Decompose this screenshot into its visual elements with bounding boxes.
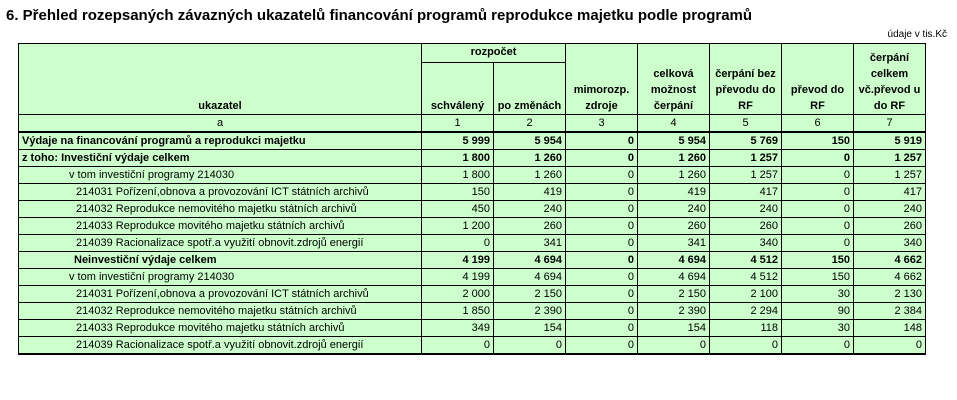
row-value-col1: 1 850: [422, 303, 494, 320]
row-value-col5: 260: [710, 218, 782, 235]
unit-note: údaje v tis.Kč: [887, 29, 947, 40]
row-value-col2: 341: [494, 235, 566, 252]
row-value-col4: 4 694: [638, 252, 710, 269]
header-prevod: převod do RF: [782, 44, 854, 115]
row-value-col2: 4 694: [494, 252, 566, 269]
row-value-col7: 1 257: [854, 150, 926, 167]
row-value-col5: 0: [710, 337, 782, 355]
row-label: 214032 Reprodukce nemovitého majetku státních archivů: [19, 201, 422, 218]
header-rozpocet: rozpočet: [422, 44, 566, 63]
row-value-col5: 5 769: [710, 132, 782, 150]
table-row: [19, 184, 926, 201]
row-value-col2: 260: [494, 218, 566, 235]
row-value-col1: 1 200: [422, 218, 494, 235]
row-value-col5: 2 294: [710, 303, 782, 320]
row-value-col7: 1 257: [854, 167, 926, 184]
row-value-col4: 1 260: [638, 167, 710, 184]
row-value-col6: 30: [782, 286, 854, 303]
row-value-col7: 2 384: [854, 303, 926, 320]
row-value-col2: 2 150: [494, 286, 566, 303]
row-value-col1: 0: [422, 235, 494, 252]
row-value-col6: 30: [782, 320, 854, 337]
row-value-col7: 2 130: [854, 286, 926, 303]
row-value-col2: 154: [494, 320, 566, 337]
colnum-cell: 4: [638, 115, 710, 133]
row-value-col5: 340: [710, 235, 782, 252]
data-table: [18, 43, 926, 355]
row-value-col7: 148: [854, 320, 926, 337]
row-label: Výdaje na financování programů a reprodukci majetku: [19, 132, 422, 150]
row-label: 214031 Pořízení,obnova a provozování ICT státních archivů: [19, 184, 422, 201]
table-row: [19, 201, 926, 218]
header-celkova: celková možnost čerpání: [638, 44, 710, 115]
row-value-col6: 0: [782, 150, 854, 167]
row-value-col1: 1 800: [422, 150, 494, 167]
row-value-col6: 0: [782, 167, 854, 184]
table-row: [19, 286, 926, 303]
row-value-col5: 2 100: [710, 286, 782, 303]
table-row: [19, 167, 926, 184]
row-value-col7: 5 919: [854, 132, 926, 150]
row-value-col2: 4 694: [494, 269, 566, 286]
row-value-col6: 0: [782, 218, 854, 235]
row-value-col2: 0: [494, 337, 566, 355]
table-row: [19, 132, 926, 150]
header-ukazatel: ukazatel: [19, 44, 422, 115]
row-value-col3: 0: [566, 320, 638, 337]
row-label: Neinvestiční výdaje celkem: [19, 252, 422, 269]
row-value-col4: 5 954: [638, 132, 710, 150]
row-value-col3: 0: [566, 201, 638, 218]
table-row: [19, 337, 926, 355]
row-value-col7: 0: [854, 337, 926, 355]
table-row: [19, 150, 926, 167]
row-value-col6: 0: [782, 235, 854, 252]
row-value-col3: 0: [566, 184, 638, 201]
row-value-col4: 0: [638, 337, 710, 355]
row-value-col6: 150: [782, 269, 854, 286]
row-value-col3: 0: [566, 132, 638, 150]
row-value-col3: 0: [566, 235, 638, 252]
row-value-col7: 4 662: [854, 269, 926, 286]
row-label: 214033 Reprodukce movitého majetku státních archivů: [19, 320, 422, 337]
row-value-col4: 260: [638, 218, 710, 235]
colnum-cell: 1: [422, 115, 494, 133]
row-value-col6: 0: [782, 201, 854, 218]
row-value-col5: 1 257: [710, 150, 782, 167]
row-value-col2: 419: [494, 184, 566, 201]
row-label: 214032 Reprodukce nemovitého majetku státních archivů: [19, 303, 422, 320]
row-value-col4: 1 260: [638, 150, 710, 167]
row-value-col2: 1 260: [494, 150, 566, 167]
row-value-col5: 118: [710, 320, 782, 337]
row-value-col6: 0: [782, 337, 854, 355]
row-value-col6: 150: [782, 132, 854, 150]
row-value-col2: 240: [494, 201, 566, 218]
row-value-col3: 0: [566, 303, 638, 320]
row-label: 214031 Pořízení,obnova a provozování ICT státních archivů: [19, 286, 422, 303]
row-value-col1: 0: [422, 337, 494, 355]
colnum-cell: 3: [566, 115, 638, 133]
header-cerpani-bez: čerpání bez převodu do RF: [710, 44, 782, 115]
row-value-col1: 5 999: [422, 132, 494, 150]
page-title: 6. Přehled rozepsaných závazných ukazatelů financování programů reprodukce majetku podle programů: [6, 7, 753, 24]
row-value-col2: 1 260: [494, 167, 566, 184]
row-value-col3: 0: [566, 150, 638, 167]
header-cerpani-celkem: čerpání celkem vč.převod u do RF: [854, 44, 926, 115]
row-value-col4: 2 390: [638, 303, 710, 320]
row-value-col7: 417: [854, 184, 926, 201]
row-label: 214039 Racionalizace spotř.a využití obnovit.zdrojů energií: [19, 235, 422, 252]
row-value-col1: 1 800: [422, 167, 494, 184]
table-row: [19, 303, 926, 320]
table-row: [19, 252, 926, 269]
row-value-col5: 1 257: [710, 167, 782, 184]
colnum-cell: 6: [782, 115, 854, 133]
row-value-col3: 0: [566, 218, 638, 235]
row-value-col6: 0: [782, 184, 854, 201]
row-label: 214039 Racionalizace spotř.a využití obnovit.zdrojů energií: [19, 337, 422, 355]
row-value-col1: 4 199: [422, 269, 494, 286]
row-value-col6: 150: [782, 252, 854, 269]
row-label: v tom investiční programy 214030: [19, 269, 422, 286]
row-value-col4: 154: [638, 320, 710, 337]
column-number-row: [19, 115, 926, 133]
row-value-col3: 0: [566, 252, 638, 269]
row-value-col5: 417: [710, 184, 782, 201]
row-label: 214033 Reprodukce movitého majetku státních archivů: [19, 218, 422, 235]
colnum-cell: 2: [494, 115, 566, 133]
table-row: [19, 320, 926, 337]
table-row: [19, 269, 926, 286]
row-value-col3: 0: [566, 269, 638, 286]
row-value-col1: 150: [422, 184, 494, 201]
row-value-col7: 260: [854, 218, 926, 235]
row-value-col3: 0: [566, 167, 638, 184]
row-label: v tom investiční programy 214030: [19, 167, 422, 184]
header-po-zmenach: po změnách: [494, 63, 566, 115]
table-body: [19, 132, 926, 354]
table-row: [19, 218, 926, 235]
row-value-col3: 0: [566, 337, 638, 355]
colnum-cell: 7: [854, 115, 926, 133]
table-row: [19, 235, 926, 252]
row-value-col1: 4 199: [422, 252, 494, 269]
colnum-cell: a: [19, 115, 422, 133]
row-value-col4: 419: [638, 184, 710, 201]
header-schvaleny: schválený: [422, 63, 494, 115]
row-value-col4: 341: [638, 235, 710, 252]
row-value-col1: 2 000: [422, 286, 494, 303]
colnum-cell: 5: [710, 115, 782, 133]
row-value-col7: 340: [854, 235, 926, 252]
row-value-col4: 4 694: [638, 269, 710, 286]
header-mimorozp: mimorozp. zdroje: [566, 44, 638, 115]
row-value-col5: 4 512: [710, 269, 782, 286]
row-value-col5: 240: [710, 201, 782, 218]
row-value-col1: 450: [422, 201, 494, 218]
row-value-col6: 90: [782, 303, 854, 320]
row-value-col4: 2 150: [638, 286, 710, 303]
row-label: z toho: Investiční výdaje celkem: [19, 150, 422, 167]
row-value-col1: 349: [422, 320, 494, 337]
row-value-col7: 4 662: [854, 252, 926, 269]
row-value-col7: 240: [854, 201, 926, 218]
row-value-col2: 5 954: [494, 132, 566, 150]
row-value-col2: 2 390: [494, 303, 566, 320]
row-value-col5: 4 512: [710, 252, 782, 269]
row-value-col4: 240: [638, 201, 710, 218]
row-value-col3: 0: [566, 286, 638, 303]
